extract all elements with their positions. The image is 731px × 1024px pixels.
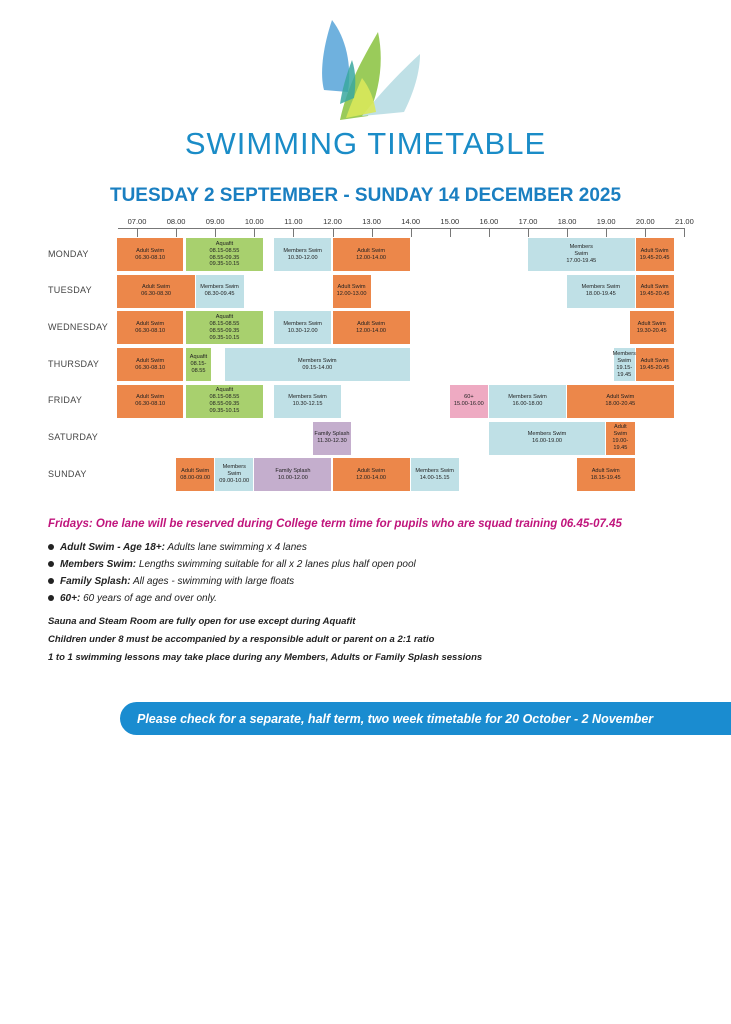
session-aquafit bbox=[186, 238, 263, 271]
session-text: 09.35-10.15 bbox=[209, 334, 240, 341]
session-text: 19.45-20.45 bbox=[639, 254, 670, 261]
session-text: 19.45-20.45 bbox=[639, 364, 670, 371]
session-text: 08.15-08.55 bbox=[209, 247, 240, 254]
session-text: Adult Swim bbox=[357, 320, 386, 327]
session-text: Adult Swim bbox=[136, 394, 165, 401]
session-text: Adult Swim bbox=[357, 247, 386, 254]
session-text: Members Swim bbox=[527, 431, 567, 438]
hour-label: 20.00 bbox=[635, 217, 655, 226]
session-aquafit bbox=[186, 311, 263, 344]
session-adult-swim bbox=[117, 385, 182, 418]
session-text: Aquafit bbox=[215, 240, 234, 247]
legend-sixty-plus: 60+: 60 years of age and over only. bbox=[48, 593, 217, 604]
session-members-swim bbox=[489, 422, 605, 455]
session-text: 16.00-19.00 bbox=[532, 438, 562, 444]
hour-label: 08.00 bbox=[166, 217, 186, 226]
session-text: Members Swim bbox=[283, 247, 322, 254]
session-sixty-plus bbox=[450, 385, 488, 418]
session-members-swim bbox=[411, 458, 459, 491]
session-aquafit bbox=[186, 348, 211, 381]
hour-tick bbox=[645, 228, 646, 237]
session-adult-swim bbox=[333, 238, 410, 271]
hour-tick bbox=[176, 228, 177, 237]
session-text: Members Swim bbox=[283, 320, 322, 327]
session-family-splash bbox=[313, 422, 351, 455]
day-label-monday: MONDAY bbox=[48, 248, 89, 259]
session-text: 10.00-12.00 bbox=[277, 474, 308, 481]
session-adult-swim bbox=[333, 311, 410, 344]
note-children: Children under 8 must be accompanied by a responsible adult or parent on a 2:1 ratio bbox=[48, 634, 435, 645]
hour-label: 10.00 bbox=[244, 217, 264, 226]
session-adult-swim bbox=[176, 458, 214, 491]
session-text: Aquafit bbox=[215, 313, 234, 320]
session-text: 06.30-08.10 bbox=[135, 254, 166, 261]
session-text: 10.30-12.00 bbox=[287, 254, 318, 261]
session-text: 08.55-09.35 bbox=[209, 254, 240, 261]
friday-notice: Fridays: One lane will be reserved during College term time for pupils who are squad training 06.45-07.45 bbox=[48, 518, 622, 530]
session-text: Members bbox=[569, 244, 593, 251]
session-text: Adult Swim bbox=[181, 467, 210, 474]
session-members-swim bbox=[215, 458, 253, 491]
hour-label: 15.00 bbox=[440, 217, 460, 226]
session-text: Adult Swim bbox=[637, 320, 666, 327]
hour-label: 18.00 bbox=[557, 217, 577, 226]
session-text: Family Splash bbox=[314, 431, 350, 438]
session-members-swim bbox=[614, 348, 635, 381]
hour-tick bbox=[450, 228, 451, 237]
session-text: 08.30-09.45 bbox=[204, 291, 235, 298]
session-text: Family Splash bbox=[275, 467, 311, 474]
hour-tick bbox=[684, 228, 685, 237]
session-text: 09.35-10.15 bbox=[209, 408, 240, 415]
session-text: 15.00-16.00 bbox=[453, 401, 484, 408]
session-text: 09.15-14.00 bbox=[302, 364, 333, 371]
session-text: 06.30-08.30 bbox=[141, 291, 171, 298]
session-text: Adult Swim bbox=[357, 467, 386, 474]
session-text: 09.00-10.00 bbox=[219, 478, 250, 485]
legend-members-swim: Members Swim: Lengths swimming suitable for all x 2 lanes plus half open pool bbox=[48, 559, 416, 570]
session-text: Adult Swim bbox=[142, 284, 171, 291]
session-text: Adult Swim bbox=[640, 247, 669, 254]
day-label-friday: FRIDAY bbox=[48, 395, 83, 406]
session-text: Adult Swim bbox=[640, 284, 669, 291]
session-text: Swim bbox=[227, 471, 242, 478]
hour-label: 14.00 bbox=[401, 217, 421, 226]
session-members-swim bbox=[567, 275, 634, 308]
session-text: Swim bbox=[617, 357, 632, 364]
session-text: Members Swim bbox=[415, 467, 454, 474]
session-text: Members Swim bbox=[200, 284, 239, 291]
note-sauna: Sauna and Steam Room are fully open for use except during Aquafit bbox=[48, 616, 356, 627]
page-title: SWIMMING TIMETABLE bbox=[184, 126, 547, 161]
session-text: 18.00-19.45 bbox=[585, 291, 616, 298]
hour-tick bbox=[333, 228, 334, 237]
hour-tick bbox=[567, 228, 568, 237]
bullet-icon bbox=[48, 578, 54, 584]
session-text: 18.00-20.45 bbox=[605, 401, 636, 408]
note-lessons: 1 to 1 swimming lessons may take place during any Members, Adults or Family Splash sessions bbox=[48, 652, 483, 663]
session-text: 18.15-19.45 bbox=[590, 474, 621, 481]
session-text: 06.30-08.10 bbox=[135, 327, 166, 334]
session-adult-swim bbox=[117, 348, 182, 381]
session-text: Aquafit bbox=[189, 354, 208, 361]
hour-label: 17.00 bbox=[518, 217, 538, 226]
session-text: 09.35-10.15 bbox=[209, 261, 240, 268]
time-axis bbox=[118, 228, 684, 229]
session-text: 08.00-09.00 bbox=[180, 474, 211, 481]
hour-tick bbox=[411, 228, 412, 237]
session-text: 14.00-15.15 bbox=[419, 474, 450, 481]
day-label-tuesday: TUESDAY bbox=[48, 285, 92, 296]
session-members-swim bbox=[196, 275, 244, 308]
session-text: Adult Swim bbox=[136, 247, 165, 254]
timetable-grid bbox=[0, 0, 731, 500]
session-adult-swim bbox=[606, 422, 634, 455]
session-text: Adult Swim bbox=[606, 394, 635, 401]
hour-label: 19.00 bbox=[596, 217, 616, 226]
session-text: Adult Swim bbox=[136, 320, 165, 327]
session-text: 08.55-09.35 bbox=[209, 327, 240, 334]
legend-family-splash: Family Splash: All ages - swimming with large floats bbox=[48, 576, 294, 587]
bullet-icon bbox=[48, 544, 54, 550]
session-text: 10.30-12.15 bbox=[292, 401, 323, 408]
session-text: Aquafit bbox=[215, 387, 234, 394]
bullet-icon bbox=[48, 595, 54, 601]
hour-label: 11.00 bbox=[284, 217, 303, 226]
session-text: 17.00-19.45 bbox=[566, 257, 597, 264]
session-adult-swim bbox=[333, 275, 371, 308]
session-adult-swim bbox=[567, 385, 674, 418]
hour-tick bbox=[137, 228, 138, 237]
legend-adult-swim: Adult Swim - Age 18+: Adults lane swimming x 4 lanes bbox=[48, 542, 307, 553]
session-adult-swim bbox=[117, 238, 182, 271]
hour-tick bbox=[215, 228, 216, 237]
hour-tick bbox=[528, 228, 529, 237]
session-adult-swim bbox=[333, 458, 410, 491]
date-range-heading: TUESDAY 2 SEPTEMBER - SUNDAY 14 DECEMBER 2025 bbox=[109, 185, 622, 206]
session-text: 06.30-08.10 bbox=[135, 364, 166, 371]
session-text: 08.55-09.35 bbox=[209, 401, 240, 408]
session-text: 19.45-20.45 bbox=[639, 291, 670, 298]
hour-label: 16.00 bbox=[479, 217, 499, 226]
session-text: Members Swim bbox=[288, 394, 327, 401]
hour-label: 12.00 bbox=[323, 217, 342, 226]
day-label-thursday: THURSDAY bbox=[48, 358, 100, 369]
session-text: 08.55 bbox=[191, 368, 206, 375]
session-text: Adult bbox=[613, 424, 627, 431]
session-adult-swim bbox=[636, 348, 674, 381]
session-family-splash bbox=[254, 458, 331, 491]
session-text: 08.15-08.55 bbox=[209, 394, 240, 401]
hour-tick bbox=[254, 228, 255, 237]
session-text: Members bbox=[222, 464, 246, 471]
session-members-swim bbox=[225, 348, 410, 381]
session-text: 19.00-19.45 bbox=[612, 438, 629, 451]
session-adult-swim bbox=[117, 311, 182, 344]
session-text: 11.30-12.30 bbox=[317, 438, 347, 444]
session-text: Adult Swim bbox=[136, 357, 165, 364]
hour-label: 07.00 bbox=[127, 217, 147, 226]
hour-label: 13.00 bbox=[362, 217, 381, 226]
banner-text: Please check for a separate, half term, two week timetable for 20 October - 2 November bbox=[137, 711, 654, 726]
day-label-saturday: SATURDAY bbox=[48, 432, 99, 442]
session-text: 16.00-18.00 bbox=[512, 401, 543, 408]
session-members-swim bbox=[528, 238, 635, 271]
session-adult-swim bbox=[636, 238, 674, 271]
session-text: 12.00-14.00 bbox=[356, 327, 387, 334]
session-text: Swim bbox=[613, 431, 628, 438]
session-text: 12.00-14.00 bbox=[356, 474, 387, 481]
session-adult-swim bbox=[636, 275, 674, 308]
session-members-swim bbox=[274, 238, 332, 271]
hour-label: 21.00 bbox=[675, 217, 694, 226]
session-text: Members Swim bbox=[508, 394, 547, 401]
hour-tick bbox=[293, 228, 294, 237]
session-members-swim bbox=[489, 385, 566, 418]
session-text: Members Swim bbox=[298, 357, 337, 364]
session-text: Adult Swim bbox=[591, 467, 620, 474]
session-text: 08.15- bbox=[190, 361, 207, 368]
hour-tick bbox=[606, 228, 607, 237]
session-adult-swim bbox=[630, 311, 674, 344]
session-text: 08.15-08.55 bbox=[209, 320, 240, 327]
session-text: Swim bbox=[574, 251, 589, 257]
hour-label: 09.00 bbox=[205, 217, 225, 226]
session-text: 10.30-12.00 bbox=[287, 327, 318, 334]
session-text: 19.45 bbox=[617, 371, 632, 378]
day-label-wednesday: WEDNESDAY bbox=[48, 321, 109, 332]
session-text: 12.00-14.00 bbox=[356, 254, 387, 261]
session-text: 19.15- bbox=[616, 364, 633, 371]
session-text: Members Swim bbox=[581, 284, 621, 291]
session-text: 12.00-13.00 bbox=[336, 291, 367, 298]
day-label-sunday: SUNDAY bbox=[48, 468, 87, 479]
session-text: Members bbox=[612, 350, 636, 357]
session-adult-swim bbox=[577, 458, 635, 491]
session-text: 06.30-08.10 bbox=[135, 401, 166, 408]
session-text: Adult Swim bbox=[640, 357, 669, 364]
session-text: 19.30-20.45 bbox=[636, 327, 667, 334]
session-aquafit bbox=[186, 385, 263, 418]
session-members-swim bbox=[274, 311, 332, 344]
hour-tick bbox=[372, 228, 373, 237]
session-text: 60+ bbox=[464, 394, 474, 401]
session-adult-swim bbox=[117, 275, 194, 308]
hour-tick bbox=[489, 228, 490, 237]
session-members-swim bbox=[274, 385, 341, 418]
bullet-icon bbox=[48, 561, 54, 567]
session-text: Adult Swim bbox=[337, 284, 366, 291]
half-term-banner bbox=[120, 702, 731, 735]
